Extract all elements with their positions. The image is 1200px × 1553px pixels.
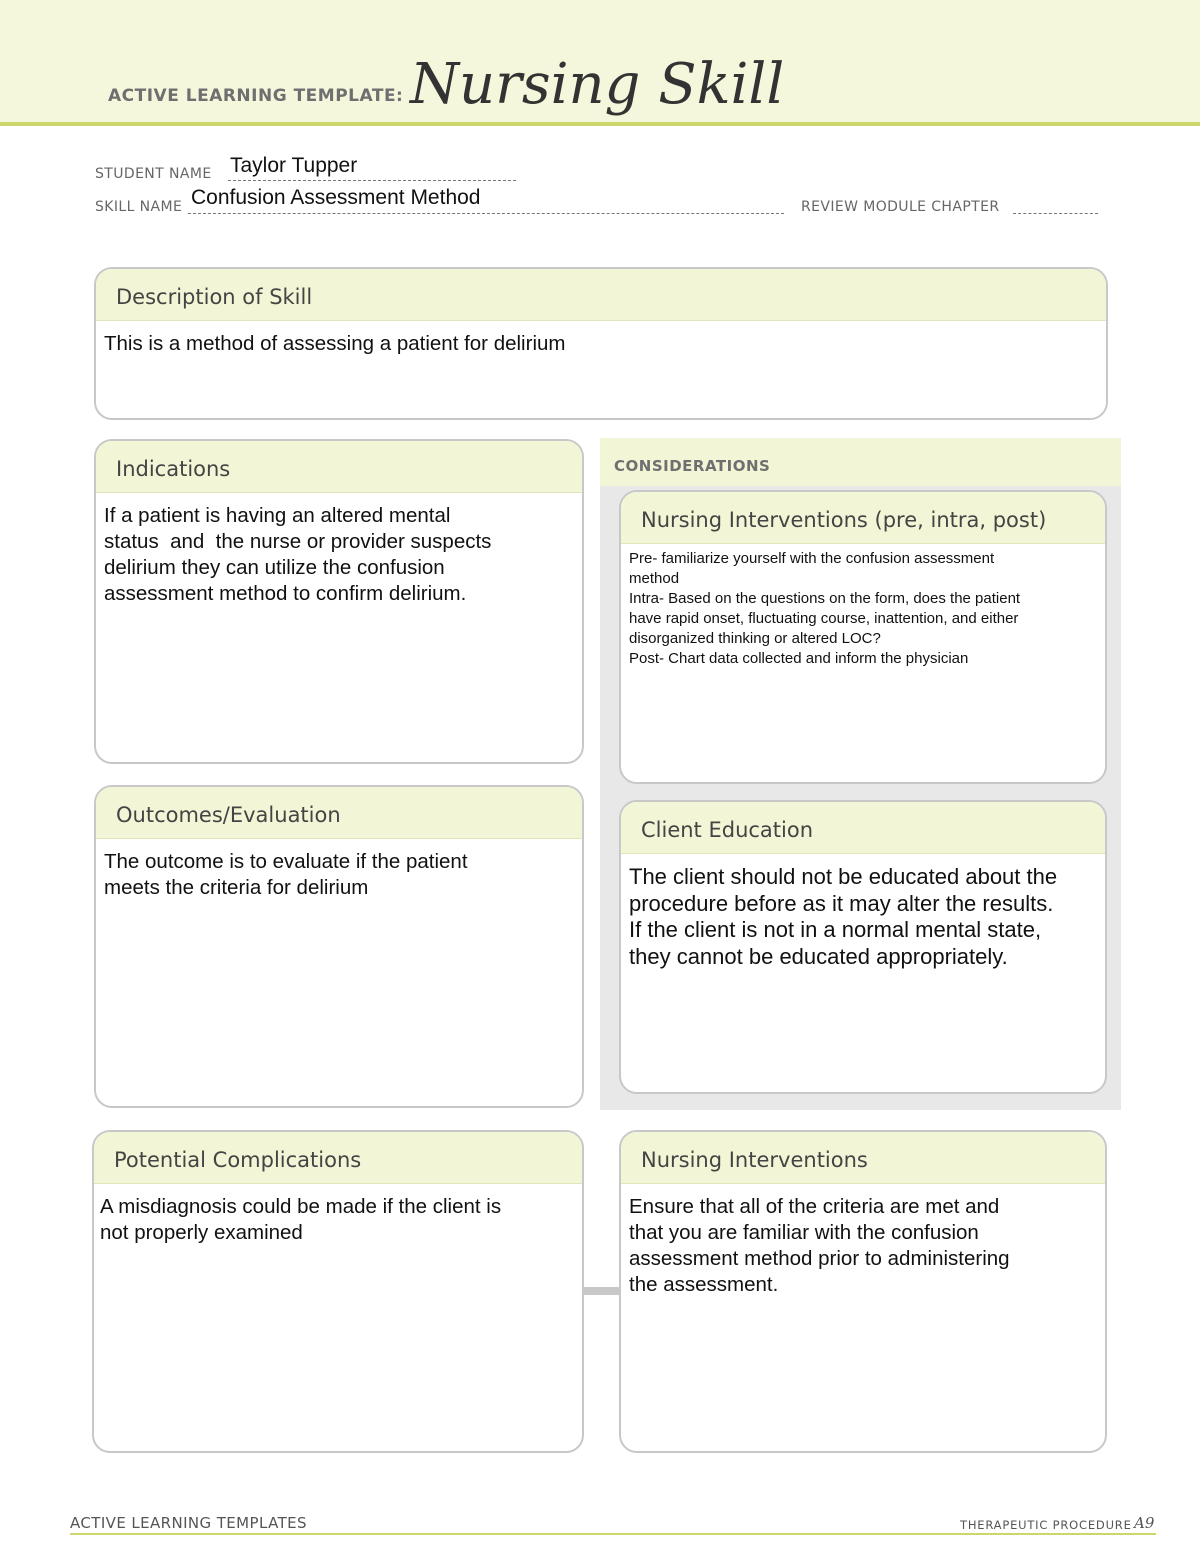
skill-name-label: SKILL NAME [95,199,183,215]
indications-line: assessment method to confirm delirium. [104,582,467,605]
nursing-interventions-line: that you are familiar with the confusion [629,1221,979,1244]
complications-line: A misdiagnosis could be made if the client is [100,1195,502,1218]
indications-box [94,439,584,764]
indications-line: status and the nurse or provider suspects [104,530,492,553]
footer-divider [70,1533,1156,1535]
review-module-line[interactable] [1013,199,1098,214]
student-name-value[interactable]: Taylor Tupper [230,154,358,177]
ppp-line: disorganized thinking or altered LOC? [629,630,881,647]
skill-name-value[interactable]: Confusion Assessment Method [191,186,481,209]
potential-complications-body[interactable] [94,1184,582,1246]
considerations-panel [600,438,1121,1110]
client-education-line: The client should not be educated about the [629,864,1058,889]
indications-line: If a patient is having an altered mental [104,504,451,527]
client-education-line: If the client is not in a normal mental state, [629,917,1042,942]
outcomes-title: Outcomes/Evaluation [96,787,582,839]
ppp-line: method [629,570,680,587]
footer-page-number: A9 [1134,1514,1155,1532]
nursing-interventions-ppp-body[interactable] [621,544,1105,669]
nursing-interventions-line: Ensure that all of the criteria are met and [629,1195,1000,1218]
student-name-label: STUDENT NAME [95,166,212,182]
header-divider [0,122,1200,126]
indications-line: delirium they can utilize the confusion [104,556,445,579]
client-education-title: Client Education [621,802,1105,854]
outcomes-box [94,785,584,1108]
potential-complications-box [92,1130,584,1453]
nursing-interventions-line: the assessment. [629,1273,779,1296]
ppp-line: have rapid onset, fluctuating course, inattention, and either [629,610,1019,627]
description-box [94,267,1108,420]
nursing-interventions-line: assessment method prior to administering [629,1247,1010,1270]
client-education-line: procedure before as it may alter the results. [629,890,1054,916]
client-education-line: they cannot be educated appropriately. [629,943,1008,969]
description-title: Description of Skill [96,269,1106,321]
description-body[interactable]: This is a method of assessing a patient for delirium [104,332,566,355]
considerations-title: CONSIDERATIONS [614,457,771,475]
nursing-interventions-body[interactable] [621,1184,1105,1298]
complications-line: not properly examined [100,1221,303,1244]
outcomes-line: meets the criteria for delirium [104,876,369,899]
outcomes-line: The outcome is to evaluate if the patient [104,850,468,873]
template-title: Nursing Skill [410,52,785,117]
ppp-line: Pre- familiarize yourself with the confusion assessment [629,550,995,567]
indications-body[interactable] [96,493,582,607]
client-education-body[interactable] [621,854,1105,970]
outcomes-body[interactable] [96,839,582,901]
ppp-line: Post- Chart data collected and inform the physician [629,650,969,667]
ppp-line: Intra- Based on the questions on the form, does the patient [629,590,1021,607]
nursing-interventions-ppp-box [619,490,1107,784]
indications-title: Indications [96,441,582,493]
potential-complications-title: Potential Complications [94,1132,582,1184]
nursing-interventions-title: Nursing Interventions [621,1132,1105,1184]
footer-left: ACTIVE LEARNING TEMPLATES [70,1514,307,1532]
review-module-label: REVIEW MODULE CHAPTER [801,199,1000,215]
nursing-interventions-ppp-title: Nursing Interventions (pre, intra, post) [621,492,1105,544]
box-connector [582,1287,620,1295]
footer-right: THERAPEUTIC PROCEDURE [960,1518,1132,1532]
nursing-interventions-box [619,1130,1107,1453]
template-label: ACTIVE LEARNING TEMPLATE: [108,86,404,106]
client-education-box [619,800,1107,1094]
